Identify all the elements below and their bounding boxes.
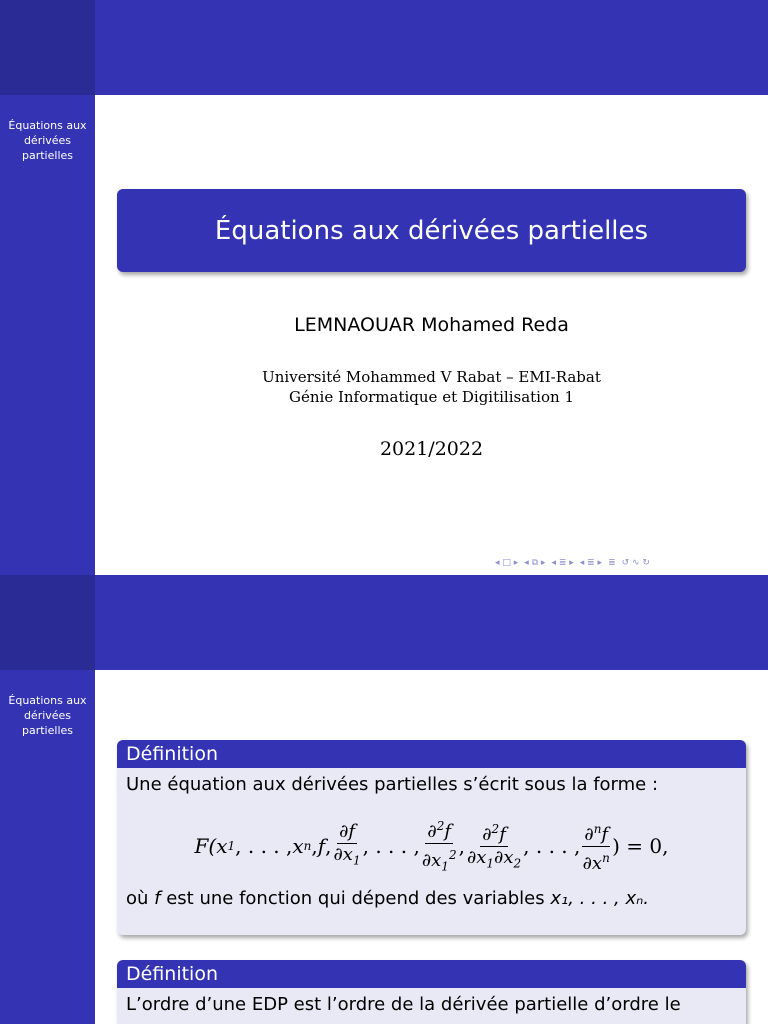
institute xyxy=(95,367,768,407)
definition-block xyxy=(117,960,746,1024)
sidebar-header xyxy=(0,0,95,95)
sidebar-line: Équations aux xyxy=(8,119,87,132)
definition-title: Définition xyxy=(117,960,746,988)
conclusion-text: est une fonction qui dépend des variables xyxy=(166,888,545,909)
sidebar-line: partielles xyxy=(22,149,73,162)
definition-body xyxy=(117,768,746,920)
sidebar-line: dérivées xyxy=(23,134,72,147)
conclusion-variables: x₁, . . . , xₙ. xyxy=(550,888,650,909)
presentation-title: Équations aux dérivées partielles xyxy=(214,215,649,246)
headline-bar xyxy=(95,575,768,670)
title-box xyxy=(117,189,746,272)
sidebar-line: Équations aux xyxy=(8,694,87,707)
definition-block xyxy=(117,740,746,935)
institute-line: Université Mohammed V Rabat – EMI-Rabat xyxy=(262,368,601,386)
pde-formula: F(x 1 , . . . , x n , f , $\frac{\partial f}{\partial x_1}$ , . . . , $\frac{\partial^2f}{\partial x_1^2}$ , $\frac{\partial^2f}{\partial x_1\partial x_2}$ , . . . , $\frac{\partial^nf}{\partial x^n}$ ) = 0, xyxy=(126,816,737,876)
sidebar-line: dérivées xyxy=(23,709,72,722)
definition-conclusion xyxy=(126,886,737,912)
definition-title: Définition xyxy=(117,740,746,768)
sidebar-section-link[interactable] xyxy=(0,118,95,163)
conclusion-variable-f: f xyxy=(154,888,161,909)
slide-nav-icon[interactable]: ◂ ⧉ ▸ xyxy=(524,558,546,568)
conclusion-prefix: où xyxy=(126,888,149,909)
date: 2021/2022 xyxy=(379,438,484,460)
section-nav-icon[interactable]: ◂ ≣ ▸ xyxy=(579,558,603,568)
headline-bar xyxy=(95,0,768,95)
sidebar-section-link[interactable] xyxy=(0,693,95,738)
subsection-nav-icon[interactable]: ◂ ≣ ▸ xyxy=(551,558,574,568)
definition-body xyxy=(117,988,746,1024)
fraction-d2f-dx1sq: $\frac{\partial^2f}{\partial x_1^2}$ xyxy=(422,815,457,878)
toc-nav-icon[interactable]: ≣ xyxy=(608,558,616,568)
sidebar-line: partielles xyxy=(22,724,73,737)
frame-nav-icon[interactable]: ◂ □ ▸ xyxy=(495,558,519,568)
sidebar-header xyxy=(0,575,95,670)
navigation-bar xyxy=(495,556,765,570)
definition-slide xyxy=(0,575,768,1024)
fraction-dnf-dxn: $\frac{\partial^nf}{\partial x^n}$ xyxy=(582,818,610,875)
definition-text: L’ordre d’une EDP est l’ordre de la dérivée partielle d’ordre le xyxy=(126,994,681,1015)
author: LEMNAOUAR Mohamed Reda xyxy=(294,314,569,336)
formula-lhs: F(x xyxy=(194,834,228,858)
fraction-df-dx1: $\frac{\partial f}{\partial x_1}$ xyxy=(333,820,361,868)
search-nav-icon[interactable]: ↺ ∿ ↻ xyxy=(621,558,650,568)
definition-intro: Une équation aux dérivées partielles s’écrit sous la forme : xyxy=(126,774,659,795)
institute-line: Génie Informatique et Digitilisation 1 xyxy=(289,388,574,406)
formula-rhs: ) = 0, xyxy=(612,834,669,858)
fraction-d2f-dx1dx2: $\frac{\partial^2f}{\partial x_1\partial x_2}$ xyxy=(467,818,521,875)
